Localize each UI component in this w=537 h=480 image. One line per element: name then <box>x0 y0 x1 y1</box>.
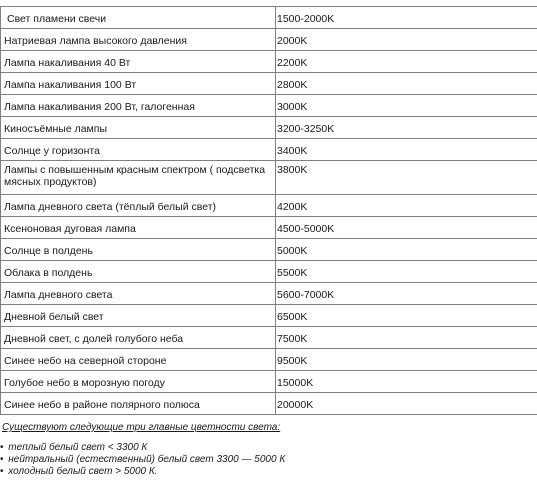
table-row <box>1 117 537 139</box>
temperature-cell: 3000K <box>276 95 537 117</box>
bullet-icon: • <box>0 454 4 465</box>
color-notes <box>0 422 537 478</box>
light-source-cell: Голубое небо в морозную погоду <box>1 371 276 393</box>
table-row <box>1 95 537 117</box>
temperature-cell: 2800K <box>276 73 537 95</box>
list-item-text: холодный белый свет > 5000 К. <box>8 466 158 477</box>
light-source-cell: Солнце у горизонта <box>1 139 276 161</box>
light-source-cell: Натриевая лампа высокого давления <box>1 29 276 51</box>
list-item <box>0 454 537 466</box>
temperature-cell: 5500K <box>276 261 537 283</box>
light-source-cell: Облака в полдень <box>1 261 276 283</box>
table-row <box>1 195 537 217</box>
light-source-cell: Солнце в полдень <box>1 239 276 261</box>
table-row <box>1 139 537 161</box>
list-item <box>0 466 537 478</box>
light-source-cell: Дневной белый свет <box>1 305 276 327</box>
notes-list <box>0 442 537 478</box>
table-row <box>1 161 537 195</box>
light-source-cell: Лампа накаливания 40 Вт <box>1 51 276 73</box>
light-source-cell: Лампа дневного света (тёплый белый свет) <box>1 195 276 217</box>
table-row <box>1 51 537 73</box>
temperature-cell: 15000K <box>276 371 537 393</box>
temperature-cell: 3400K <box>276 139 537 161</box>
light-source-cell: Киносъёмные лампы <box>1 117 276 139</box>
table-row <box>1 305 537 327</box>
table-row <box>1 393 537 415</box>
table-row <box>1 7 537 29</box>
temperature-cell: 4500-5000K <box>276 217 537 239</box>
table-row <box>1 239 537 261</box>
temperature-cell: 20000K <box>276 393 537 415</box>
temperature-cell: 5600-7000K <box>276 283 537 305</box>
temperature-cell: 3800K <box>276 161 537 195</box>
light-source-cell: Лампа дневного света <box>1 283 276 305</box>
temperature-cell: 3200-3250K <box>276 117 537 139</box>
temperature-cell: 5000K <box>276 239 537 261</box>
temperature-cell: 2000K <box>276 29 537 51</box>
table-row <box>1 327 537 349</box>
list-item-text: нейтральный (естественный) белый свет 3300 — 5000 К <box>8 454 286 465</box>
temperature-cell: 7500K <box>276 327 537 349</box>
light-source-cell: Ксеноновая дуговая лампа <box>1 217 276 239</box>
bullet-icon: • <box>0 466 4 477</box>
table-row <box>1 217 537 239</box>
list-item-text: теплый белый свет < 3300 К <box>8 442 148 453</box>
temperature-cell: 1500-2000K <box>276 7 537 29</box>
temperature-cell: 4200K <box>276 195 537 217</box>
bullet-icon: • <box>0 442 4 453</box>
light-source-cell: Лампа накаливания 200 Вт, галогенная <box>1 95 276 117</box>
table-row <box>1 261 537 283</box>
temperature-cell: 2200K <box>276 51 537 73</box>
notes-title: Существуют следующие три главные цветности света: <box>2 422 281 433</box>
light-source-cell: Дневной свет, с долей голубого неба <box>1 327 276 349</box>
table-row <box>1 283 537 305</box>
table-row <box>1 29 537 51</box>
light-source-cell: Свет пламени свечи <box>1 7 276 29</box>
light-source-cell: Синее небо в районе полярного полюса <box>1 393 276 415</box>
table-row <box>1 371 537 393</box>
table-row <box>1 73 537 95</box>
table-row <box>1 349 537 371</box>
list-item <box>0 442 537 454</box>
light-source-cell: Лампа накаливания 100 Вт <box>1 73 276 95</box>
temperature-cell: 9500K <box>276 349 537 371</box>
light-source-cell: Лампы с повышенным красным спектром ( подсветка мясных продуктов) <box>1 161 276 195</box>
color-temperature-table <box>0 6 537 415</box>
temperature-cell: 6500K <box>276 305 537 327</box>
light-source-cell: Синее небо на северной стороне <box>1 349 276 371</box>
